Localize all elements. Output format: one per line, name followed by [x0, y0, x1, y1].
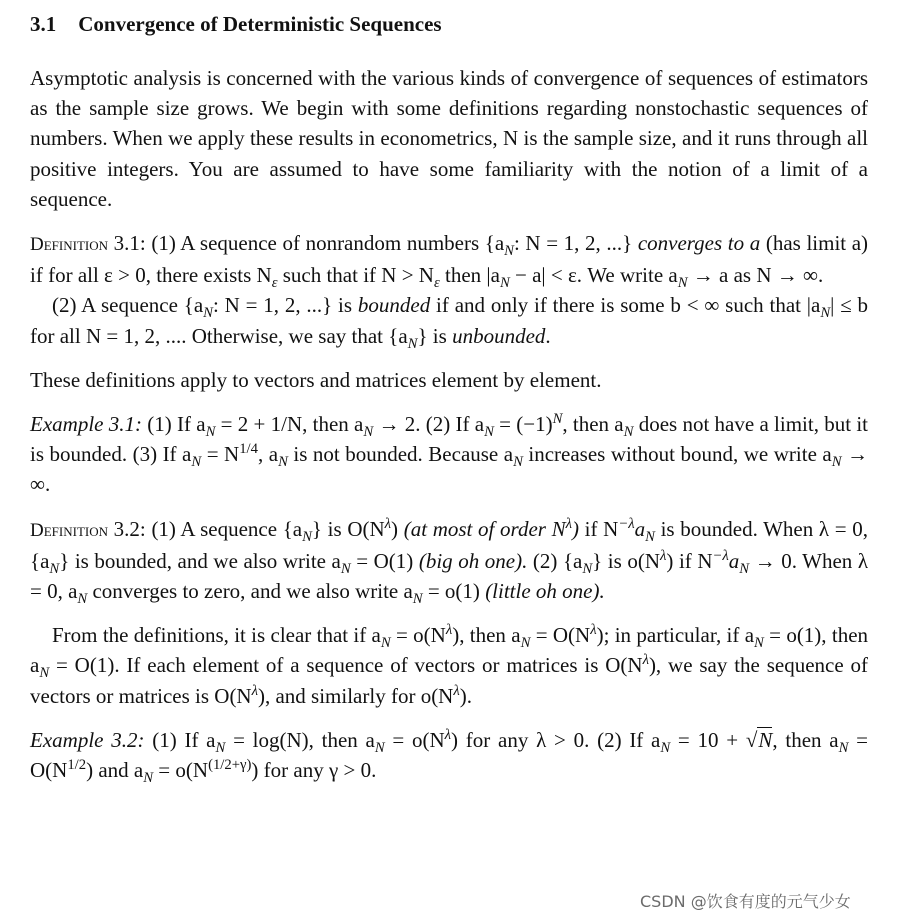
text: = O(N	[30, 727, 869, 783]
sqrt-argument: N	[758, 727, 773, 752]
text: = O(1)	[356, 548, 414, 573]
subscript: N	[739, 561, 750, 578]
superscript: −λ	[618, 515, 635, 532]
text: ), then a	[452, 623, 521, 648]
superscript: −λ	[712, 547, 729, 564]
definition-number: 3.2:	[113, 516, 146, 541]
text: → a as N → ∞.	[692, 263, 824, 288]
superscript: λ	[660, 547, 667, 564]
superscript: λ	[453, 682, 460, 699]
subscript: N	[645, 528, 655, 545]
subscript: N	[215, 740, 226, 757]
subscript: N	[49, 561, 60, 578]
superscript: N	[552, 411, 563, 428]
subscript: N	[203, 305, 213, 322]
definition-label: Definition	[30, 234, 108, 256]
text: =	[677, 727, 690, 752]
definition-3-2	[30, 514, 868, 607]
text: = O(N	[535, 623, 591, 648]
text: , then a	[772, 727, 839, 752]
definition-label: Definition	[30, 519, 108, 541]
text: increases without bound, we write a	[528, 442, 832, 467]
superscript: 1/2	[67, 757, 87, 774]
vectors-note: These definitions apply to vectors and matrices element by element.	[30, 367, 602, 392]
example-3-1	[30, 409, 868, 500]
subscript: N	[205, 424, 216, 441]
superscript: λ	[642, 652, 649, 669]
text: = o(N	[158, 758, 209, 783]
subscript: N	[340, 561, 351, 578]
text: = o(N	[392, 727, 445, 752]
text: : N = 1, 2, ...} is	[212, 293, 353, 318]
subscript: N	[520, 635, 531, 652]
subscript: N	[582, 561, 593, 578]
text: )	[391, 516, 399, 541]
subscript: N	[302, 528, 312, 545]
text: ) and a	[86, 758, 144, 783]
subscript: N	[363, 424, 374, 441]
subscript: N	[754, 635, 764, 652]
text: a	[634, 516, 646, 541]
subscript: N	[677, 275, 688, 292]
superscript: λ	[565, 515, 572, 532]
text: | ≤ b for all N = 1, 2, .... Otherwise, we say that {a	[30, 293, 869, 348]
text: (1) A sequence of nonrandom numbers {a	[151, 231, 505, 256]
text: ); in particular, if a	[596, 623, 755, 648]
subscript: N	[374, 740, 385, 757]
from-definitions-paragraph	[30, 620, 868, 711]
text: ), we say the sequence of vectors or matrices is O(N	[30, 653, 869, 708]
text: − a| < ε. We write a	[515, 263, 678, 288]
text: → 2. (2) If a	[378, 412, 485, 437]
subscript: N	[820, 305, 831, 322]
text: (has limit a) if for all ε > 0, there exists N	[30, 231, 869, 288]
section-title: Convergence of Deterministic Sequences	[78, 12, 442, 36]
subscript: N	[831, 454, 842, 471]
emphasis-bounded: bounded	[357, 293, 431, 318]
section-number: 3.1	[30, 12, 57, 36]
subscript: N	[513, 454, 523, 471]
text: .	[545, 323, 551, 348]
text: = N	[206, 442, 240, 467]
text: if and only if there is some b < ∞ such that |a	[436, 293, 821, 318]
subscript: N	[412, 591, 423, 608]
subscript: N	[623, 424, 634, 441]
text: converges to zero, and we also write a	[92, 579, 413, 604]
text: } is o(N	[592, 548, 661, 573]
text: From the definitions, it is clear that if a	[52, 623, 381, 648]
emphasis-unbounded: unbounded	[452, 323, 546, 348]
subscript: ε	[271, 275, 278, 292]
emphasis-at-most: (at most of order $N^\lambda$)	[403, 515, 579, 541]
text: = o(1), then a	[30, 623, 869, 678]
text: a	[728, 548, 740, 573]
example-3-2	[30, 725, 868, 785]
text: = o(1)	[427, 579, 480, 604]
text: does not have a limit, but it is bounded. (3) If a	[30, 412, 869, 467]
text: (at most of order N	[403, 516, 566, 541]
superscript: λ	[445, 622, 453, 639]
text: = 2 + 1/N, then a	[220, 412, 364, 437]
text: (2) A sequence {a	[52, 293, 204, 318]
text: 10 +	[697, 727, 739, 752]
subscript: N	[77, 591, 88, 608]
superscript: 1/4	[239, 441, 258, 458]
text: (1) If a	[152, 727, 216, 752]
text: } is bounded, and we also write a	[59, 548, 341, 573]
definition-3-1	[30, 228, 868, 290]
subscript: N	[143, 770, 154, 787]
text: is not bounded. Because a	[293, 442, 514, 467]
subscript: N	[278, 454, 288, 471]
superscript: λ	[444, 726, 452, 743]
superscript: λ	[384, 515, 392, 532]
text: if N	[584, 516, 619, 541]
text: (1) A sequence {a	[151, 516, 303, 541]
text: ).	[459, 683, 472, 708]
text: ) for any λ > 0. (2) If a	[451, 727, 661, 752]
example-label: Example 3.1:	[30, 412, 142, 437]
subscript: N	[39, 665, 50, 682]
definition-3-1-part-2	[30, 290, 868, 350]
subscript: N	[407, 335, 418, 352]
subscript: N	[838, 740, 849, 757]
text: such that if N > N	[282, 263, 434, 288]
text: = O(1). If each element of a sequence of vectors or matrices is O(N	[55, 653, 643, 678]
text: , a	[257, 442, 279, 467]
text: ), and similarly for o(N	[257, 683, 454, 708]
text: , then a	[562, 412, 624, 437]
text: ) for any γ > 0.	[251, 758, 377, 783]
text: } is	[417, 323, 447, 348]
definition-number: 3.1:	[113, 231, 146, 256]
text: (1) If a	[147, 412, 206, 437]
text: : N = 1, 2, ...}	[513, 231, 633, 256]
text: ) if N	[666, 548, 713, 573]
emphasis-converges: converges to a	[637, 231, 761, 256]
text: = (−1)	[499, 412, 553, 437]
text: = o(N	[396, 623, 446, 648]
emphasis-little-oh: (little oh one).	[485, 579, 605, 604]
subscript: N	[660, 740, 671, 757]
text: is bounded. When λ = 0, {a	[30, 516, 869, 573]
emphasis-big-oh: (big oh one).	[418, 548, 528, 573]
superscript: λ	[251, 682, 258, 699]
page-content	[30, 12, 868, 785]
text: (2) {a	[532, 548, 583, 573]
sqrt-sign: √	[745, 727, 758, 752]
subscript: N	[504, 243, 514, 260]
section-heading	[30, 12, 868, 37]
example-label: Example 3.2:	[30, 727, 145, 752]
subscript: ε	[433, 275, 440, 292]
text: } is O(N	[311, 516, 385, 541]
subscript: N	[484, 424, 494, 441]
text: = log(N), then a	[233, 727, 375, 752]
subscript: N	[191, 454, 202, 471]
text: → ∞.	[30, 442, 869, 497]
subscript: N	[380, 635, 391, 652]
text: → 0. When λ = 0, a	[30, 548, 869, 604]
superscript: (1/2+γ)	[208, 757, 252, 774]
intro-paragraph: Asymptotic analysis is concerned with the various kinds of convergence of sequences of estimators as the sample size grows. We begin with some definitions regarding nonstochastic sequences of numbers. When we apply these results in econometrics, N is the sample size, and it runs through all positive integers. You are assumed to have some familiarity with the notion of a limit of a sequence.	[30, 66, 868, 211]
superscript: λ	[590, 622, 597, 639]
subscript: N	[499, 275, 510, 292]
text: then |a	[445, 263, 500, 288]
csdn-watermark: CSDN @饮食有度的元气少女	[640, 892, 851, 911]
